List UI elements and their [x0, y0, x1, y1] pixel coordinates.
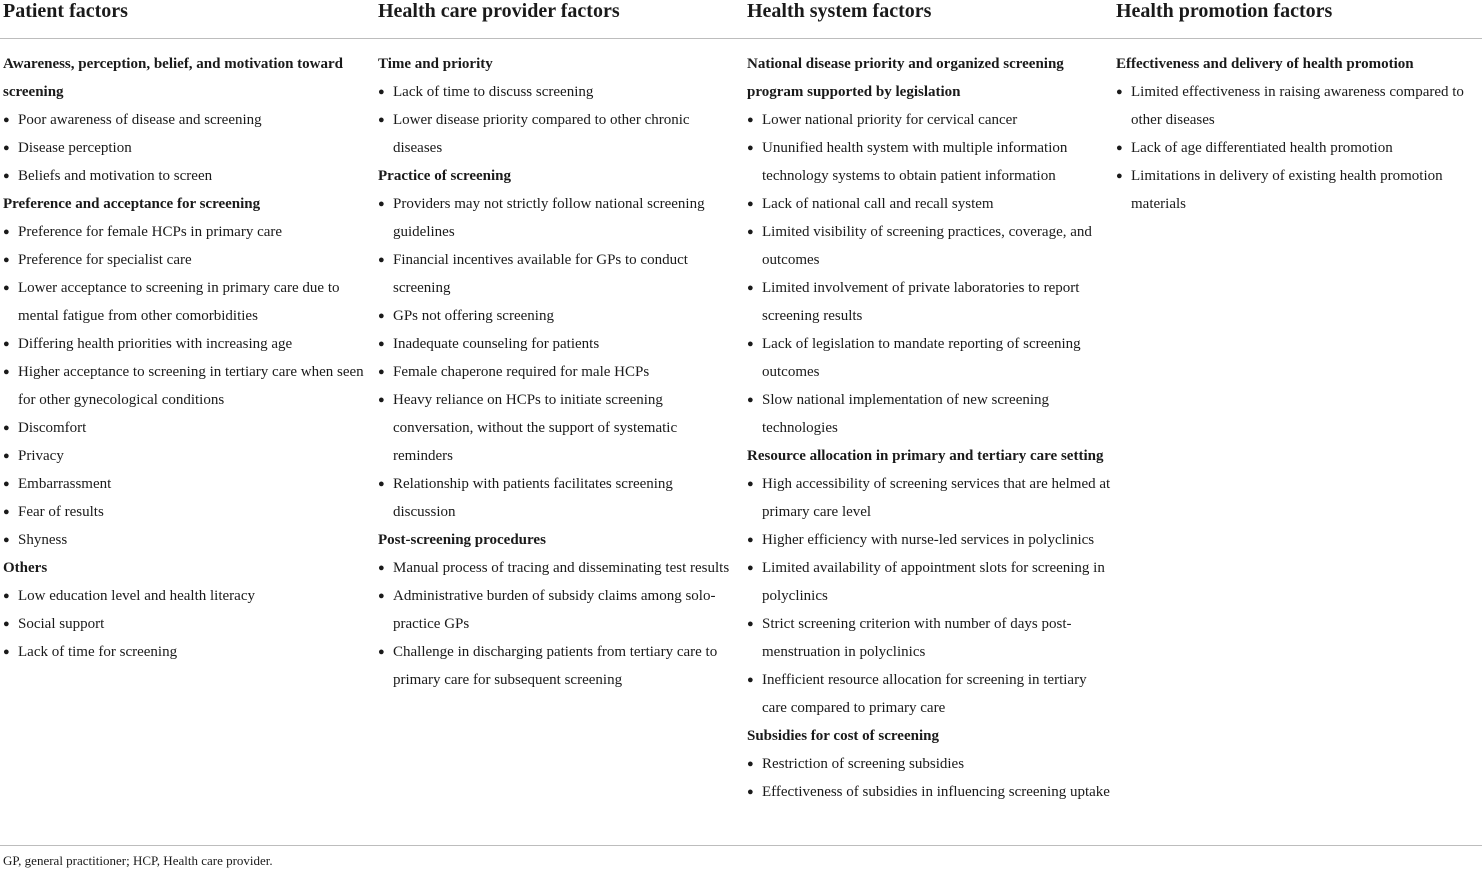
section-heading: Awareness, perception, belief, and motivation toward screening [3, 56, 343, 100]
list-item-text: Social support [18, 616, 105, 632]
list-item-text: Administrative burden of subsidy claims among solo-practice GPs [393, 588, 716, 632]
column-patient-factors [3, 50, 365, 666]
list-item [378, 190, 738, 246]
header-patient-factors: Patient factors [3, 0, 128, 22]
list-item [3, 414, 365, 442]
list-item-text: Limitations in delivery of existing health promotion materials [1131, 168, 1443, 212]
bullet-icon: ● [378, 590, 385, 602]
list-item [1116, 134, 1482, 162]
list-item-text: Preference for female HCPs in primary care [18, 224, 283, 240]
bullet-icon: ● [1116, 170, 1123, 182]
bullet-icon: ● [3, 590, 10, 602]
section-heading: Post-screening procedures [378, 532, 546, 548]
list-item [747, 526, 1112, 554]
list-item-text: Female chaperone required for male HCPs [393, 364, 650, 380]
list-item-text: Limited effectiveness in raising awareness compared to other diseases [1131, 84, 1464, 128]
list-item-text: Fear of results [18, 504, 104, 520]
list-item-text: Lack of age differentiated health promotion [1131, 140, 1393, 156]
list-item-text: Differing health priorities with increasing age [18, 336, 293, 352]
list-item [747, 750, 1112, 778]
bullet-icon: ● [747, 198, 754, 210]
list-item [3, 470, 365, 498]
bullet-icon: ● [3, 478, 10, 490]
list-item [747, 610, 1112, 666]
list-item-text: Lower acceptance to screening in primary care due to mental fatigue from other comorbidities [18, 280, 340, 324]
list-item-text: Lack of legislation to mandate reporting of screening outcomes [762, 336, 1081, 380]
section-heading: Effectiveness and delivery of health promotion [1116, 56, 1414, 72]
bullet-icon: ● [378, 310, 385, 322]
table-header-row [0, 0, 1482, 39]
list-item-text: Challenge in discharging patients from tertiary care to primary care for subsequent screening [393, 644, 718, 688]
list-item [378, 358, 738, 386]
list-item-text: Beliefs and motivation to screen [18, 168, 213, 184]
section-heading: Preference and acceptance for screening [3, 196, 261, 212]
bullet-icon: ● [378, 562, 385, 574]
header-provider-factors: Health care provider factors [378, 0, 620, 22]
bullet-icon: ● [747, 562, 754, 574]
bullet-icon: ● [378, 198, 385, 210]
bullet-icon: ● [3, 450, 10, 462]
bullet-icon: ● [3, 254, 10, 266]
list-item-text: Effectiveness of subsidies in influencing screening uptake [762, 784, 1110, 800]
list-item [378, 470, 738, 526]
list-item-text: Lower disease priority compared to other chronic diseases [393, 112, 690, 156]
list-item [747, 554, 1112, 610]
list-item-text: Embarrassment [18, 476, 112, 492]
list-item-text: Lower national priority for cervical cancer [762, 112, 1018, 128]
list-item [747, 134, 1112, 190]
bullet-icon: ● [747, 142, 754, 154]
bullet-icon: ● [378, 86, 385, 98]
list-item-text: Privacy [18, 448, 64, 464]
bullet-icon: ● [747, 478, 754, 490]
list-item [747, 106, 1112, 134]
bullet-icon: ● [3, 338, 10, 350]
list-item [747, 218, 1112, 274]
section-heading: Practice of screening [378, 168, 512, 184]
list-item [3, 106, 365, 134]
list-item [747, 666, 1112, 722]
list-item [3, 582, 365, 610]
bullet-icon: ● [3, 142, 10, 154]
bullet-icon: ● [3, 282, 10, 294]
list-item-text: Relationship with patients facilitates screening discussion [393, 476, 673, 520]
list-item [3, 134, 365, 162]
bullet-icon: ● [747, 534, 754, 546]
list-item [747, 470, 1112, 526]
list-item-text: Restriction of screening subsidies [762, 756, 965, 772]
table-footnote: GP, general practitioner; HCP, Health care provider. [3, 853, 273, 868]
bullet-icon: ● [3, 618, 10, 630]
list-item [378, 582, 738, 638]
list-item-text: Low education level and health literacy [18, 588, 255, 604]
list-item-text: Limited availability of appointment slots for screening in polyclinics [762, 560, 1105, 604]
list-item-text: Inefficient resource allocation for screening in tertiary care compared to primary care [762, 672, 1087, 716]
list-item [378, 330, 738, 358]
list-item [3, 246, 365, 274]
list-item-text: Higher acceptance to screening in tertiary care when seen for other gynecological conditions [18, 364, 364, 408]
list-item-text: Preference for specialist care [18, 252, 192, 268]
bullet-icon: ● [3, 506, 10, 518]
list-item [747, 778, 1112, 806]
bullet-icon: ● [3, 366, 10, 378]
bullet-icon: ● [747, 282, 754, 294]
section-heading: National disease priority and organized screening program supported by legislation [747, 56, 1064, 100]
list-item [3, 526, 365, 554]
list-item-text: Strict screening criterion with number of days post-menstruation in polyclinics [762, 616, 1072, 660]
list-item [747, 274, 1112, 330]
section-heading: Time and priority [378, 56, 493, 72]
bullet-icon: ● [747, 758, 754, 770]
list-item [3, 610, 365, 638]
bullet-icon: ● [747, 618, 754, 630]
bullet-icon: ● [378, 338, 385, 350]
list-item [3, 162, 365, 190]
column-provider-factors [378, 50, 738, 694]
list-item-text: Limited visibility of screening practices, coverage, and outcomes [762, 224, 1092, 268]
bullet-icon: ● [3, 226, 10, 238]
list-item [747, 190, 1112, 218]
bullet-icon: ● [747, 786, 754, 798]
list-item-text: Higher efficiency with nurse-led services in polyclinics [762, 532, 1095, 548]
bullet-icon: ● [3, 114, 10, 126]
list-item [1116, 162, 1482, 218]
list-item-text: Lack of time to discuss screening [393, 84, 594, 100]
bullet-icon: ● [378, 478, 385, 490]
bullet-icon: ● [3, 422, 10, 434]
list-item-text: Discomfort [18, 420, 87, 436]
bullet-icon: ● [378, 646, 385, 658]
bullet-icon: ● [747, 674, 754, 686]
list-item [378, 302, 738, 330]
list-item-text: Poor awareness of disease and screening [18, 112, 262, 128]
list-item [378, 78, 738, 106]
bullet-icon: ● [747, 226, 754, 238]
list-item-text: Slow national implementation of new screening technologies [762, 392, 1050, 436]
section-heading: Subsidies for cost of screening [747, 728, 939, 744]
list-item-text: Shyness [18, 532, 68, 548]
section-heading: Resource allocation in primary and tertiary care setting [747, 448, 1104, 464]
header-promotion-factors: Health promotion factors [1116, 0, 1333, 22]
list-item [3, 330, 365, 358]
bullet-icon: ● [747, 338, 754, 350]
section-heading: Others [3, 560, 48, 576]
list-item-text: GPs not offering screening [393, 308, 554, 324]
list-item-text: High accessibility of screening services that are helmed at primary care level [762, 476, 1111, 520]
list-item-text: Financial incentives available for GPs to conduct screening [393, 252, 688, 296]
column-system-factors [747, 50, 1112, 806]
list-item-text: Inadequate counseling for patients [393, 336, 600, 352]
list-item [378, 386, 738, 470]
bullet-icon: ● [3, 170, 10, 182]
list-item [378, 554, 738, 582]
list-item [3, 442, 365, 470]
list-item [3, 358, 365, 414]
list-item [378, 246, 738, 302]
bullet-icon: ● [3, 646, 10, 658]
bullet-icon: ● [378, 394, 385, 406]
list-item-text: Disease perception [18, 140, 132, 156]
bullet-icon: ● [747, 394, 754, 406]
bullet-icon: ● [3, 534, 10, 546]
list-item [747, 386, 1112, 442]
list-item [3, 274, 365, 330]
list-item [378, 106, 738, 162]
list-item-text: Ununified health system with multiple information technology systems to obtain patient information [762, 140, 1068, 184]
bullet-icon: ● [378, 366, 385, 378]
bullet-icon: ● [378, 254, 385, 266]
column-promotion-factors [1116, 50, 1482, 218]
bullet-icon: ● [747, 114, 754, 126]
list-item-text: Lack of time for screening [18, 644, 178, 660]
list-item-text: Manual process of tracing and disseminating test results [393, 560, 730, 576]
list-item-text: Providers may not strictly follow national screening guidelines [393, 196, 705, 240]
list-item [1116, 78, 1482, 134]
list-item-text: Limited involvement of private laboratories to report screening results [762, 280, 1080, 324]
bullet-icon: ● [1116, 142, 1123, 154]
list-item-text: Lack of national call and recall system [762, 196, 994, 212]
list-item [3, 638, 365, 666]
header-system-factors: Health system factors [747, 0, 932, 22]
list-item [747, 330, 1112, 386]
bullet-icon: ● [378, 114, 385, 126]
list-item [378, 638, 738, 694]
list-item-text: Heavy reliance on HCPs to initiate screening conversation, without the support of systematic reminders [393, 392, 678, 464]
list-item [3, 218, 365, 246]
list-item [3, 498, 365, 526]
bullet-icon: ● [1116, 86, 1123, 98]
table-body-row [0, 39, 1482, 846]
